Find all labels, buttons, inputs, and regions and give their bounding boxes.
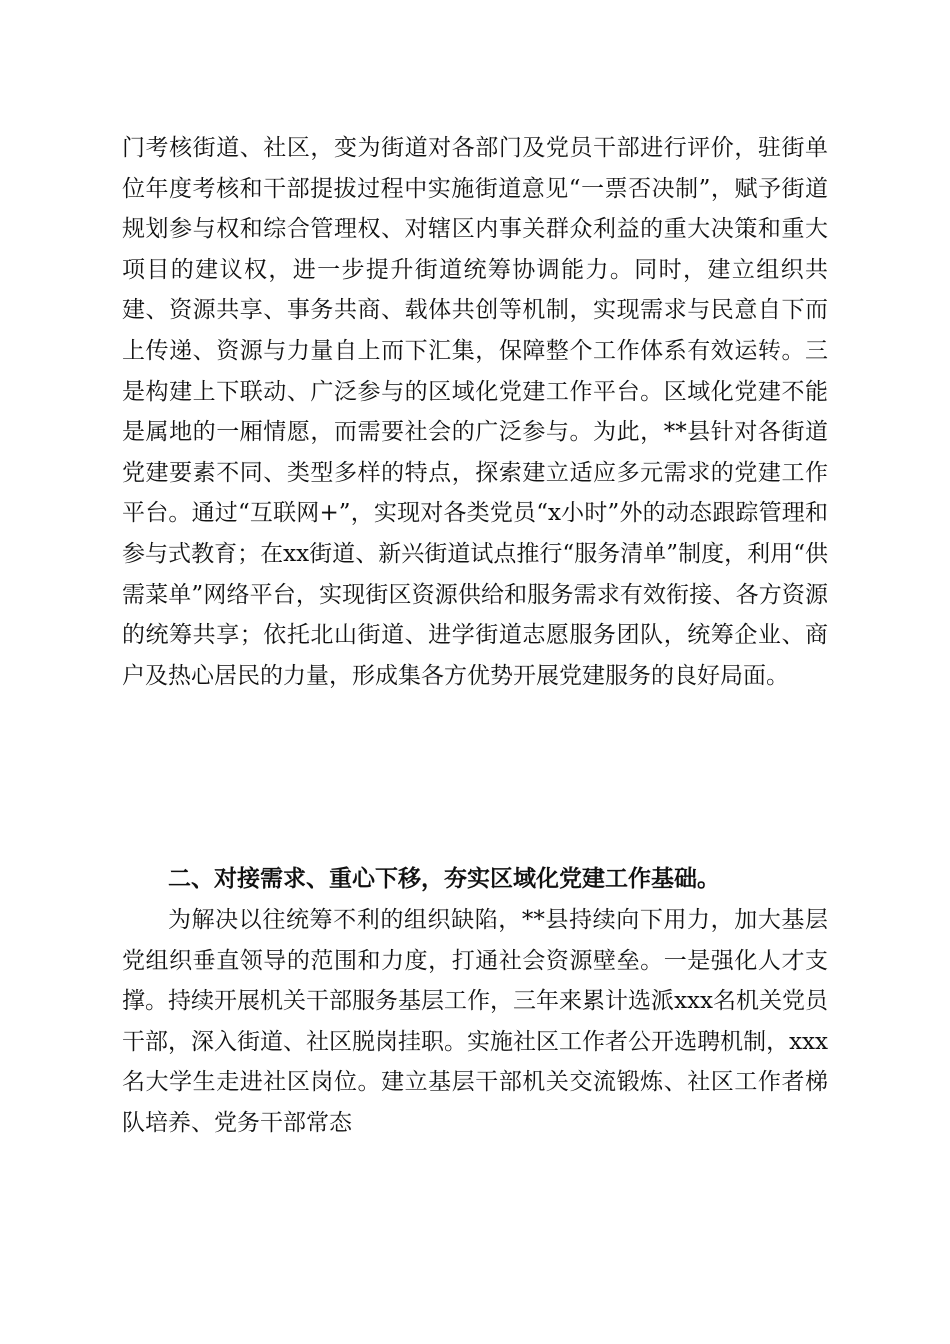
paragraph-text: 为解决以往统筹不利的组织缺陷，**县持续向下用力，加大基层党组织垂直领导的范围和力度，打通社会资源壁垒。一是强化人才支撑。持续开展机关干部服务基层工作，三年来累计选派xxx名机关党员干部，深入街道、社区脱岗挂职。实施社区工作者公开选聘机制，xxx名大学生走进社区岗位。建立基层干部机关交流锻炼、社区工作者梯队培养、党务干部常态 [122,907,828,1136]
section-heading: 二、对接需求、重心下移，夯实区域化党建工作基础。 [168,866,720,892]
paragraph-text: 门考核街道、社区，变为街道对各部门及党员干部进行评价，驻街单位年度考核和干部提拔过程中实施街道意见“一票否决制”，赋予街道规划参与权和综合管理权、对辖区内事关群众利益的重大决策和重大项目的建议权，进一步提升街道统筹协调能力。同时，建立组织共建、资源共享、事务共商、载体共创等机制，实现需求与民意自下而上传递、资源与力量自上而下汇集，保障整个工作体系有效运转。三是构建上下联动、广泛参与的区域化党建工作平台。区域化党建不能是属地的一厢情愿，而需要社会的广泛参与。为此，**县针对各街道党建要素不同、类型多样的特点，探索建立适应多元需求的党建工作平台。通过“互联网+”，实现对各类党员“x小时”外的动态跟踪管理和参与式教育；在xx街道、新兴街道试点推行“服务清单”制度，利用“供需菜单”网络平台，实现街区资源供给和服务需求有效衔接、各方资源的统筹共享；依托北山街道、进学街道志愿服务团队，统筹企业、商户及热心居民的力量，形成集各方优势开展党建服务的良好局面。 [122,135,828,689]
body-paragraph-continued [122,128,828,696]
body-paragraph-next [122,900,828,1144]
